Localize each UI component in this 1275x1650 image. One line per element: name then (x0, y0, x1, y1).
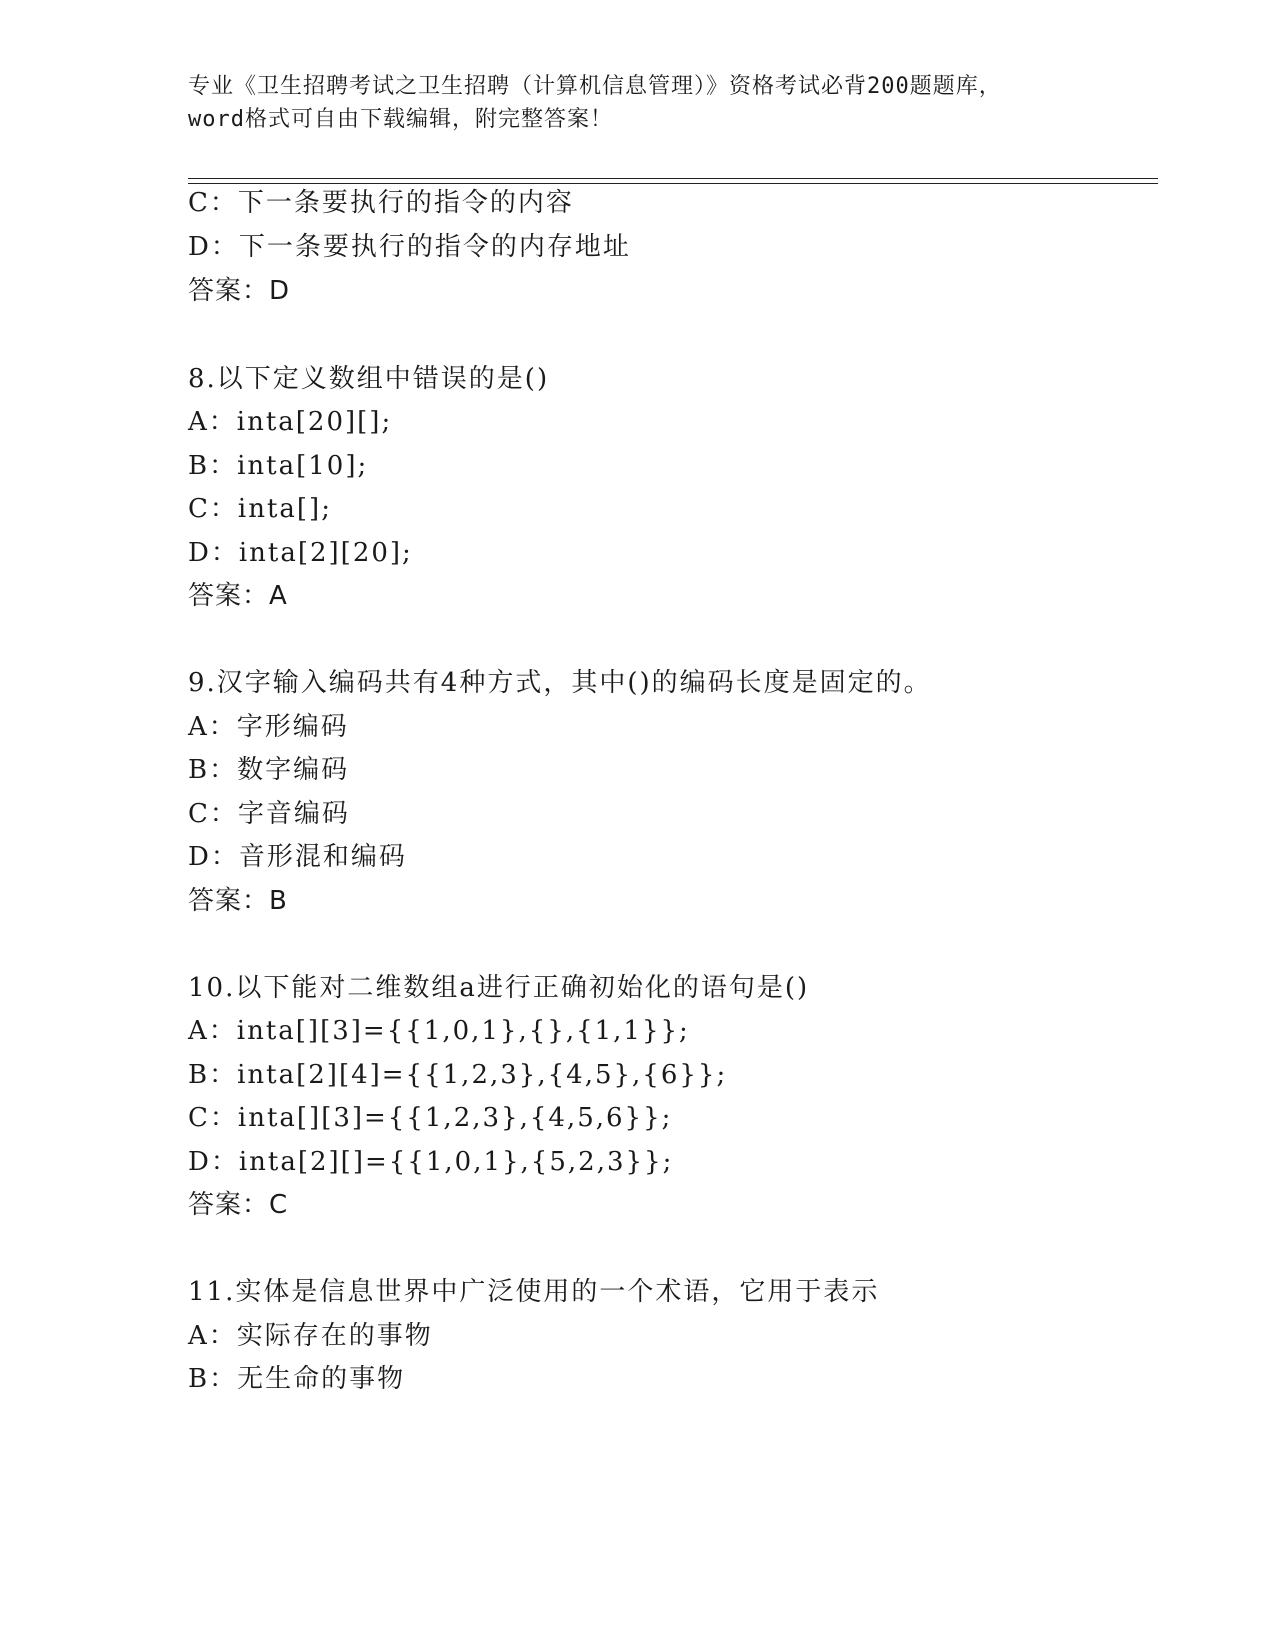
question-11-option-b: B：无生命的事物 (188, 1364, 406, 1394)
header-title-line-1: 专业《卫生招聘考试之卫生招聘（计算机信息管理）》资格考试必背200题题库， (188, 74, 1002, 99)
question-10-option-a: A：inta[][3]={{1,0,1},{},{1,1}}; (188, 1016, 690, 1046)
header-title-line-2: word格式可自由下载编辑，附完整答案！ (188, 107, 613, 132)
question-10-answer: 答案：C (188, 1190, 289, 1220)
prev-option-c: C：下一条要执行的指令的内容 (188, 188, 574, 218)
question-8-option-c: C：inta[]; (188, 494, 332, 524)
question-9-option-b: B：数字编码 (188, 755, 350, 785)
question-8-option-a: A：inta[20][]; (188, 407, 393, 437)
prev-answer: 答案：D (188, 276, 291, 306)
question-9-stem: 9.汉字输入编码共有4种方式，其中()的编码长度是固定的。 (188, 668, 932, 698)
question-9-option-a: A：字形编码 (188, 712, 349, 742)
question-11-option-a: A：实际存在的事物 (188, 1321, 433, 1351)
question-10-option-b: B：inta[2][4]={{1,2,3},{4,5},{6}}; (188, 1060, 728, 1090)
question-8-answer: 答案：A (188, 581, 288, 611)
question-10-option-c: C：inta[][3]={{1,2,3},{4,5,6}}; (188, 1103, 673, 1133)
question-10-stem: 10.以下能对二维数组a进行正确初始化的语句是() (188, 973, 810, 1003)
question-11-stem: 11.实体是信息世界中广泛使用的一个术语，它用于表示 (188, 1277, 880, 1307)
question-8-option-d: D：inta[2][20]; (188, 538, 413, 568)
question-8-option-b: B：inta[10]; (188, 451, 369, 481)
header-divider-bottom (188, 183, 1158, 184)
header-divider-top (188, 178, 1158, 179)
question-9-option-c: C：字音编码 (188, 799, 350, 829)
document-header (188, 70, 1088, 136)
prev-option-d: D：下一条要执行的指令的内存地址 (188, 232, 631, 262)
question-9-answer: 答案：B (188, 886, 288, 916)
question-10-option-d: D：inta[2][]={{1,0,1},{5,2,3}}; (188, 1147, 674, 1177)
question-8-stem: 8.以下定义数组中错误的是() (188, 364, 550, 394)
question-9-option-d: D：音形混和编码 (188, 842, 407, 872)
